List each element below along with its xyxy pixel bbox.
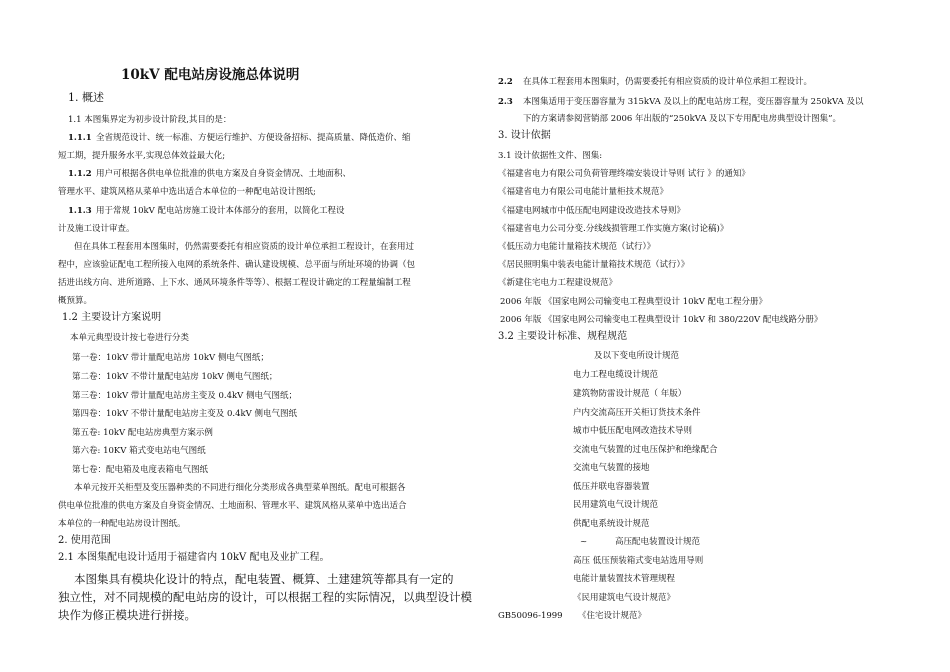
reference-doc: 《福建省电力有限公司负荷管理终端安装设计导则 试行 》的通知》	[498, 169, 750, 179]
item-1-1-1-continuation: 短工期，提升服务水平,实现总体效益最大化;	[58, 151, 226, 161]
standard-item: 高压 低压预装箱式变电站选用导则	[573, 556, 704, 566]
volume-item: 第二卷：10kV 不带计量配电站房 10kV 侧电气图纸；	[72, 372, 278, 382]
volume-item: 第六卷: 10KV 箱式变电站电气图纸	[72, 446, 206, 456]
item-1-1-3-number: 1.1.3	[68, 206, 92, 216]
standard-item: 交流电气装置的过电压保护和绝缘配合	[573, 445, 718, 455]
standard-item: 及以下变电所设计规范	[594, 351, 680, 361]
reference-doc: 《福建省电力有限公司电能计量柜技术规范》	[498, 187, 669, 197]
paragraph-line: 但在具体工程套用本图集时，仍然需要委托有相应资质的设计单位承担工程设计，在套用过	[74, 242, 415, 252]
reference-doc: 2006 年版 《国家电网公司输变电工程典型设计 10kV 和 380/220V 配电线路分册》	[500, 315, 823, 325]
item-1-1-2-number: 1.1.2	[68, 169, 92, 179]
section-2-1: 2.1 本图集配电设计适用于福建省内 10kV 配电及业扩工程。	[58, 552, 330, 563]
volume-item: 第七卷：配电箱及电度表箱电气图纸	[72, 465, 209, 475]
paragraph-line: 概预算。	[58, 296, 93, 306]
item-1-1-3-continuation: 计及施工设计审查。	[58, 224, 135, 234]
paragraph-line: 本单元按开关柜型及变压器种类的不同进行细化分类形成各典型菜单图纸。配电可根据各	[74, 483, 406, 493]
standard-item: 低压并联电容器装置	[573, 482, 650, 492]
item-1-1-2-text: 用户可根据各供电单位批准的供电方案及自身资金情况、土地面积、	[96, 169, 352, 179]
section-1-2-heading: 1.2 主要设计方案说明	[62, 312, 162, 323]
section-1-1: 1.1 本图集界定为初步设计阶段,其目的是：	[68, 115, 232, 125]
section-1-heading: 1. 概述	[68, 91, 104, 104]
standard-item: 《民用建筑电气设计规范》	[573, 593, 676, 603]
reference-doc: 《福建省电力公司分变.分线线损管理工作实施方案(讨论稿)》	[498, 224, 729, 234]
standard-item: 城市中低压配电网改造技术导则	[573, 426, 693, 436]
standard-item: 户内交流高压开关柜订货技术条件	[573, 408, 701, 418]
item-2-3-text: 本图集适用于变压器容量为 315kVA 及以上的配电站房工程，变压器容量为 250kVA 及以	[523, 97, 864, 107]
standard-item: 高压配电装置设计规范	[615, 537, 701, 547]
item-2-2-text: 在具体工程套用本图集时，仍需要委托有相应资质的设计单位承担工程设计。	[523, 77, 813, 87]
volume-item: 第四卷：10kV 不带计量配电站房主变及 0.4kV 侧电气图纸	[72, 409, 298, 419]
reference-doc: 2006 年版 《国家电网公司输变电工程典型设计 10kV 配电工程分册》	[500, 297, 768, 307]
section-3-2-heading: 3.2 主要设计标准、规程规范	[498, 331, 628, 342]
item-2-2-number: 2.2	[498, 77, 513, 87]
section-1-2-intro: 本单元典型设计按七卷进行分类	[70, 333, 190, 343]
reference-doc: 《居民照明集中装表电能计量箱技术规范（试行）》	[498, 260, 690, 270]
standard-item: 电力工程电缆设计规范	[573, 370, 659, 380]
item-1-1-3-text: 用于常规 10kV 配电站房施工设计本体部分的套用，以简化工程设	[96, 206, 345, 216]
standard-item: 建筑物防雷设计规范（ 年版）	[573, 389, 687, 399]
reference-doc: 《新建住宅电力工程建设规范》	[498, 278, 618, 288]
paragraph-line: 本单位的一种配电站房设计图纸。	[58, 519, 186, 529]
item-2-3-continuation: 下的方案请参阅营销部 2006 年出版的“250kVA 及以下专用配电房典型设计图集”。	[523, 114, 842, 124]
section-2-heading: 2. 使用范围	[58, 535, 111, 546]
section-3-heading: 3. 设计依据	[498, 130, 551, 141]
paragraph-line: 程中，应该验证配电工程所接入电网的系统条件、确认建设规模、总平面与所址环境的协调（包	[58, 260, 416, 270]
standard-item: 民用建筑电气设计规范	[573, 500, 659, 510]
volume-item: 第一卷：10kV 带计量配电站房 10kV 侧电气图纸；	[72, 353, 269, 363]
section-3-1: 3.1 设计依据性文件、图集:	[498, 151, 603, 161]
item-1-1-1-number: 1.1.1	[68, 133, 92, 143]
reference-doc: 《福建电网城市中低压配电网建设改造技术导则》	[498, 206, 686, 216]
standard-item: 《住宅设计规范》	[578, 611, 647, 621]
paragraph-line: 本图集具有模块化设计的特点，配电装置、概算、土建建筑等都具有一定的	[74, 572, 454, 586]
standard-item: 交流电气装置的接地	[573, 463, 650, 473]
item-2-3-number: 2.3	[498, 97, 513, 107]
standard-item: 供配电系统设计规范	[573, 519, 650, 529]
standard-code: GB50096-1999	[498, 611, 563, 621]
volume-item: 第五卷: 10kV 配电站房典型方案示例	[72, 428, 213, 438]
page-title: 10kV 配电站房设施总体说明	[121, 67, 300, 83]
standard-item: 电能计量装置技术管理规程	[573, 574, 676, 584]
standard-range-tilde: ~	[580, 537, 588, 547]
paragraph-line: 独立性，对不同规模的配电站房的设计，可以根据工程的实际情况，以典型设计模	[58, 590, 472, 604]
paragraph-line: 块作为修正模块进行拼接。	[58, 608, 196, 622]
volume-item: 第三卷：10kV 带计量配电站房主变及 0.4kV 侧电气图纸；	[72, 391, 298, 401]
paragraph-line: 括进出线方向、进所道路、上下水、通风环境条件等等）、根据工程设计确定的工程量编制工程	[58, 278, 411, 288]
item-1-1-1-text: 全省规范设计、统一标准、方便运行维护、方便设备招标、提高质量、降低造价、缩	[96, 133, 411, 143]
paragraph-line: 供电单位批准的供电方案及自身资金情况、土地面积、管理水平、建筑风格从菜单中选出适合	[58, 501, 407, 511]
item-1-1-2-continuation: 管理水平、建筑风格从菜单中选出适合本单位的一种配电站设计图纸;	[58, 187, 316, 197]
reference-doc: 《低压动力电能计量箱技术规范（试行）》	[498, 242, 656, 252]
